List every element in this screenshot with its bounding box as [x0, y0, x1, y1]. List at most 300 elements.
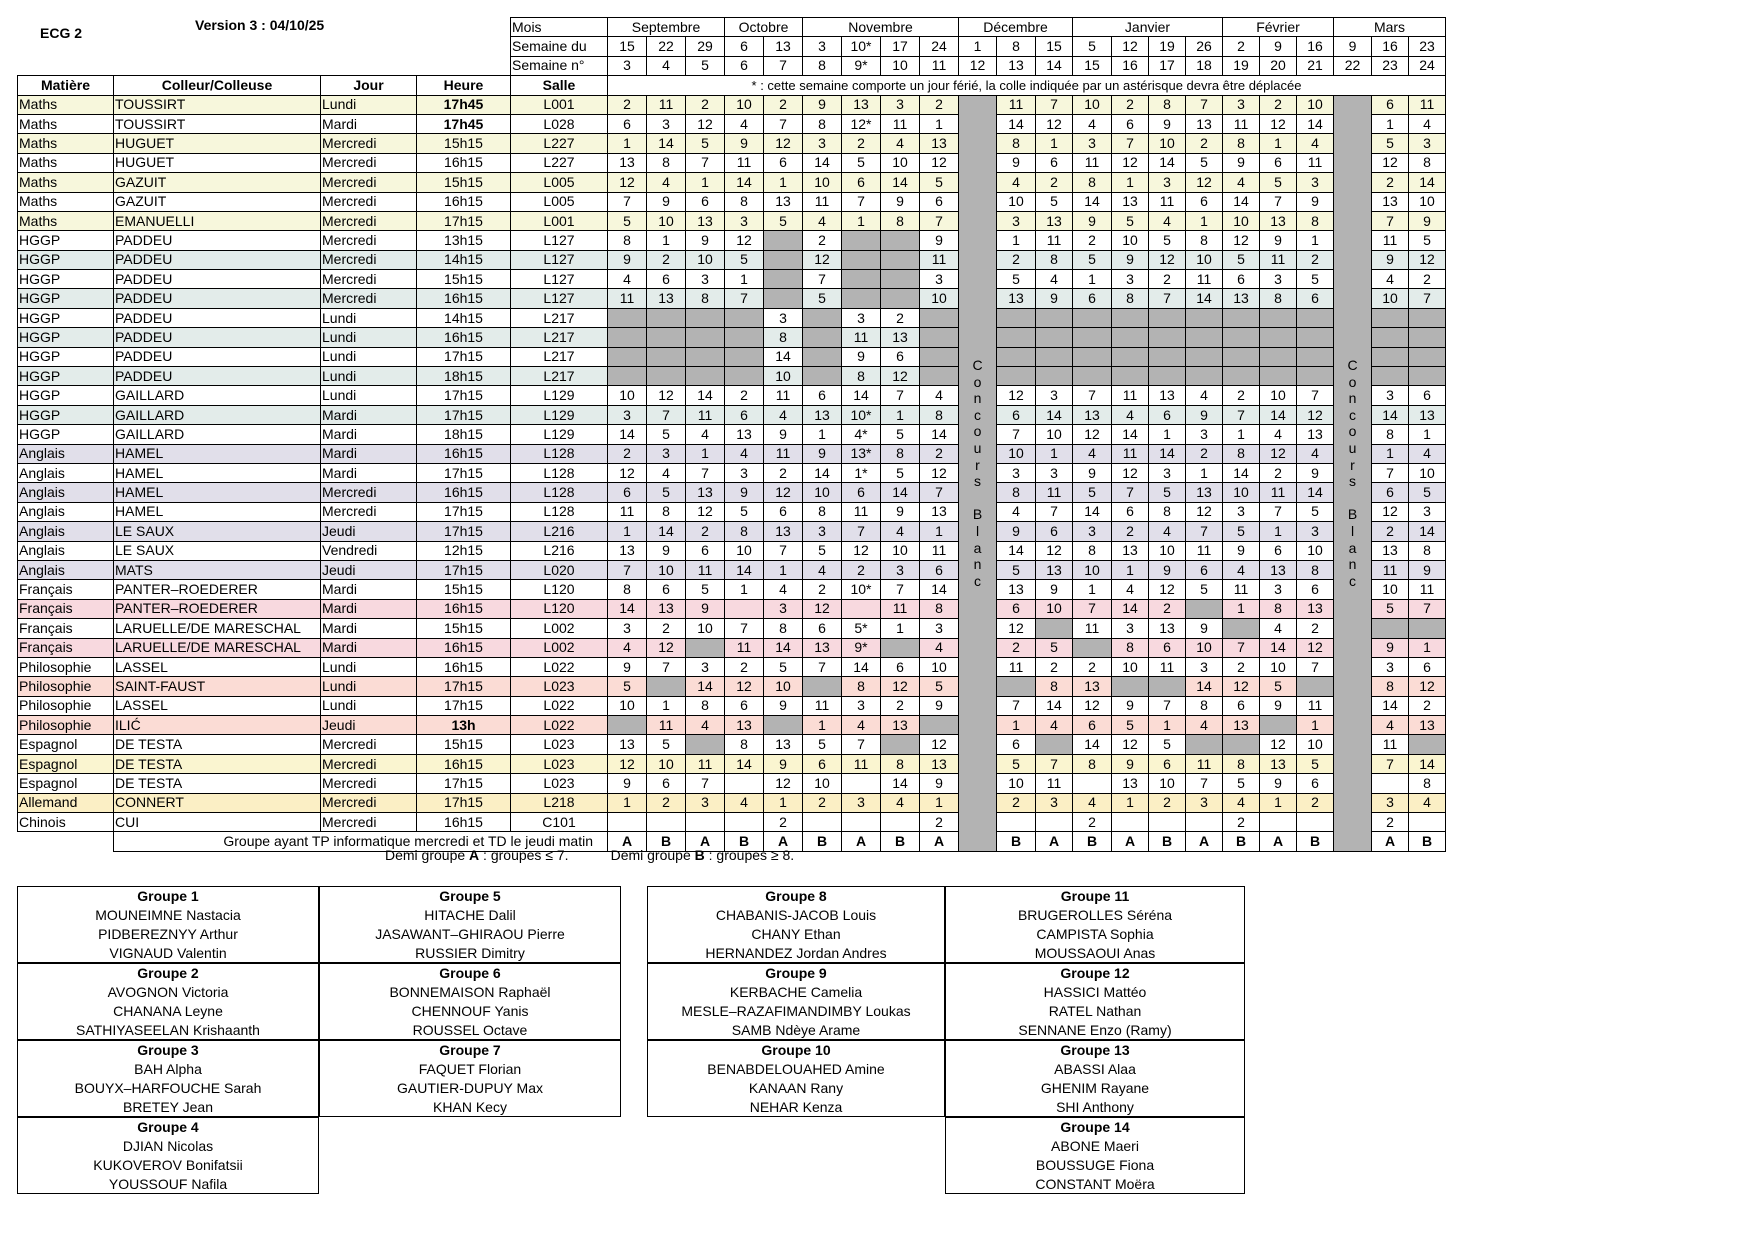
group-cell: 14 — [920, 425, 959, 444]
group-cell: 7 — [842, 522, 881, 541]
concours-blanc-letter: c — [1349, 572, 1356, 589]
group-cell: 1 — [1260, 522, 1297, 541]
group-cell: 9 — [881, 502, 920, 521]
concours-blanc-letter: s — [974, 473, 981, 490]
group-cell: 7 — [997, 696, 1036, 715]
table-row — [18, 502, 1446, 521]
group-cell: 11 — [920, 250, 959, 269]
group-cell: 12 — [686, 114, 725, 133]
group-cell: 3 — [1112, 270, 1149, 289]
group-cell: 10 — [1297, 541, 1334, 560]
salle-cell: L128 — [511, 502, 608, 521]
group-member: MOUNEIMNE Nastacia — [95, 907, 241, 923]
group-cell: 12 — [725, 677, 764, 696]
heure-cell: 15h15 — [417, 735, 511, 754]
colleur-cell: ILIĆ — [114, 716, 321, 735]
group-cell: 1 — [608, 134, 647, 153]
concours-blanc-letter: B — [972, 506, 983, 523]
group-cell: 1 — [1036, 134, 1073, 153]
group-cell: 10 — [1149, 134, 1186, 153]
salle-cell: L127 — [511, 270, 608, 289]
group-cell: 7 — [881, 580, 920, 599]
group-member: FAQUET Florian — [418, 1061, 522, 1077]
group-member: HERNANDEZ Jordan Andres — [705, 945, 887, 961]
group-cell: 11 — [725, 638, 764, 657]
group-cell: 7 — [608, 560, 647, 579]
group-cell: 13 — [842, 95, 881, 114]
group-cell: 10 — [1409, 192, 1446, 211]
unavailable-cell — [1372, 308, 1409, 327]
concours-blanc-letter: n — [973, 390, 982, 407]
group-cell: 11 — [1149, 657, 1186, 676]
group-cell: 3 — [1149, 463, 1186, 482]
group-cell: 14 — [647, 134, 686, 153]
group-cell: 11 — [647, 716, 686, 735]
group-card — [17, 1117, 319, 1194]
colleur-cell: EMANUELLI — [114, 211, 321, 230]
group-cell: 12 — [997, 386, 1036, 405]
group-cell: 3 — [725, 211, 764, 230]
group-cell — [1260, 813, 1297, 832]
concours-blanc-column — [1334, 95, 1372, 851]
group-cell — [608, 813, 647, 832]
week-date: 26 — [1186, 37, 1223, 56]
group-cell: 4 — [1186, 386, 1223, 405]
unavailable-cell — [1036, 308, 1073, 327]
group-cell: 1 — [608, 793, 647, 812]
group-cell: 14 — [920, 580, 959, 599]
group-member: RUSSIER Dimitry — [415, 945, 525, 961]
group-cell: 4 — [647, 173, 686, 192]
group-cell: 8 — [1409, 153, 1446, 172]
group-cell: 7 — [1260, 502, 1297, 521]
group-cell: 8 — [881, 754, 920, 773]
group-cell: 5 — [725, 502, 764, 521]
table-row — [18, 386, 1446, 405]
group-cell: 6 — [803, 619, 842, 638]
group-cell: 8 — [686, 289, 725, 308]
group-cell: 13 — [1260, 754, 1297, 773]
table-row — [18, 134, 1446, 153]
unavailable-cell — [1260, 308, 1297, 327]
group-cell: 8 — [1223, 754, 1260, 773]
group-cell: 14 — [1297, 483, 1334, 502]
group-cell: 13 — [1036, 560, 1073, 579]
group-cell: 9 — [1223, 153, 1260, 172]
group-cell: 1 — [1260, 793, 1297, 812]
jour-cell: Mercredi — [321, 134, 417, 153]
unavailable-cell — [997, 677, 1036, 696]
group-cell: 12 — [1372, 502, 1409, 521]
group-cell: 7 — [725, 619, 764, 638]
group-cell: 6 — [647, 270, 686, 289]
group-member: BONNEMAISON Raphaël — [389, 984, 551, 1000]
group-cell: 13 — [920, 502, 959, 521]
group-cell: 1 — [1073, 580, 1112, 599]
group-cell: 6 — [1112, 114, 1149, 133]
unavailable-cell — [1073, 367, 1112, 386]
group-cell: 13 — [1260, 560, 1297, 579]
col-header-colleur: Colleur/Colleuse — [114, 76, 321, 95]
group-cell: 3 — [1297, 522, 1334, 541]
group-cell: 9 — [764, 696, 803, 715]
group-cell: 10 — [1372, 289, 1409, 308]
unavailable-cell — [1223, 367, 1260, 386]
jour-cell: Mercredi — [321, 289, 417, 308]
group-title: Groupe 1 — [137, 888, 199, 904]
group-cell: 2 — [608, 95, 647, 114]
demi-groupe-cell: B — [1073, 832, 1112, 851]
matiere-cell: HGGP — [18, 386, 114, 405]
group-cell: 6 — [842, 483, 881, 502]
group-cell: 10 — [997, 444, 1036, 463]
group-title: Groupe 6 — [439, 965, 501, 981]
group-cell: 12 — [842, 541, 881, 560]
salle-cell: L120 — [511, 580, 608, 599]
group-cell: 3 — [647, 444, 686, 463]
colleur-cell: LARUELLE/DE MARESCHAL — [114, 638, 321, 657]
week-date: 5 — [1073, 37, 1112, 56]
unavailable-cell — [725, 367, 764, 386]
demi-groupe-cell: B — [725, 832, 764, 851]
group-cell: 1 — [920, 793, 959, 812]
group-cell: 4 — [1409, 793, 1446, 812]
group-cell: 8 — [1073, 754, 1112, 773]
heure-cell: 17h15 — [417, 386, 511, 405]
unavailable-cell — [1149, 328, 1186, 347]
group-cell: 10 — [608, 696, 647, 715]
unavailable-cell — [803, 367, 842, 386]
heure-cell: 12h15 — [417, 541, 511, 560]
group-cell: 14 — [803, 153, 842, 172]
group-cell: 4 — [1409, 114, 1446, 133]
group-cell: 2 — [1297, 619, 1334, 638]
group-cell: 5* — [842, 619, 881, 638]
unavailable-cell — [1372, 619, 1409, 638]
group-cell: 3 — [920, 270, 959, 289]
group-cell — [881, 813, 920, 832]
concours-blanc-letter: l — [1350, 522, 1355, 539]
colleur-cell: CONNERT — [114, 793, 321, 812]
group-member: BRUGEROLLES Séréna — [1017, 907, 1173, 923]
concours-blanc-letter: r — [1350, 456, 1355, 473]
group-cell: 11 — [1149, 192, 1186, 211]
group-cell: 9 — [1149, 114, 1186, 133]
heure-cell: 16h15 — [417, 599, 511, 618]
group-cell: 2 — [1073, 231, 1112, 250]
group-cell: 11 — [803, 192, 842, 211]
group-cell: 7 — [686, 463, 725, 482]
demi-b-letter: B — [694, 847, 705, 863]
group-cell: 13 — [1372, 192, 1409, 211]
matiere-cell: HGGP — [18, 231, 114, 250]
salle-cell: L227 — [511, 134, 608, 153]
group-cell: 3 — [1036, 386, 1073, 405]
salle-cell: L127 — [511, 250, 608, 269]
group-cell: 11 — [1223, 114, 1260, 133]
group-cell: 13 — [1186, 483, 1223, 502]
group-cell: 13 — [1149, 619, 1186, 638]
group-cell: 10 — [764, 367, 803, 386]
group-cell: 14 — [881, 483, 920, 502]
colleur-cell: HAMEL — [114, 502, 321, 521]
group-cell: 5 — [1372, 134, 1409, 153]
group-cell: 2 — [764, 463, 803, 482]
unavailable-cell — [1260, 347, 1297, 366]
semaine-du-label: Semaine du — [511, 37, 608, 56]
group-cell: 7 — [1036, 95, 1073, 114]
week-date: 9 — [1260, 37, 1297, 56]
jour-cell: Mercredi — [321, 173, 417, 192]
group-cell: 7 — [1297, 386, 1334, 405]
colleur-cell: MATS — [114, 560, 321, 579]
group-member: SAMB Ndèye Arame — [731, 1022, 861, 1038]
matiere-cell: Espagnol — [18, 735, 114, 754]
unavailable-cell — [1260, 716, 1297, 735]
jour-cell: Mardi — [321, 638, 417, 657]
group-cell: 4 — [1073, 444, 1112, 463]
unavailable-cell — [1409, 308, 1446, 327]
group-title: Groupe 11 — [1060, 888, 1130, 904]
colleur-cell: HAMEL — [114, 483, 321, 502]
unavailable-cell — [1036, 619, 1073, 638]
group-cell: 7 — [920, 483, 959, 502]
group-cell: 13 — [1223, 716, 1260, 735]
unavailable-cell — [1372, 347, 1409, 366]
unavailable-cell — [1297, 328, 1334, 347]
group-member: JASAWANT–GHIRAOU Pierre — [375, 926, 565, 942]
group-member: SENNANE Enzo (Ramy) — [1018, 1022, 1172, 1038]
unavailable-cell — [647, 677, 686, 696]
group-cell: 12 — [1073, 425, 1112, 444]
spacer-cell — [18, 37, 114, 56]
week-number: 16 — [1112, 56, 1149, 75]
group-cell: 12 — [1149, 250, 1186, 269]
group-cell: 11 — [1297, 153, 1334, 172]
group-cell: 8 — [608, 231, 647, 250]
group-cell: 7 — [1036, 754, 1073, 773]
group-cell: 12 — [1260, 444, 1297, 463]
group-card — [17, 963, 319, 1040]
group-cell — [1036, 813, 1073, 832]
group-cell: 9 — [1036, 580, 1073, 599]
group-cell: 13 — [764, 522, 803, 541]
group-cell: 6 — [764, 153, 803, 172]
group-cell: 12 — [1260, 114, 1297, 133]
month-header: Février — [1223, 18, 1334, 37]
group-member: GAUTIER-DUPUY Max — [397, 1080, 543, 1096]
group-cell: 6 — [1409, 386, 1446, 405]
group-cell: 8 — [1372, 425, 1409, 444]
heure-cell: 15h15 — [417, 270, 511, 289]
unavailable-cell — [1073, 638, 1112, 657]
week-date: 13 — [764, 37, 803, 56]
group-cell: 4 — [608, 638, 647, 657]
unavailable-cell — [1223, 347, 1260, 366]
group-cell: 4 — [725, 793, 764, 812]
jour-cell: Lundi — [321, 347, 417, 366]
group-cell: 2 — [1186, 134, 1223, 153]
group-cell: 14 — [1073, 735, 1112, 754]
group-cell: 12 — [686, 502, 725, 521]
group-cell: 10 — [647, 211, 686, 230]
group-card — [647, 963, 945, 1040]
group-cell: 10 — [803, 774, 842, 793]
group-cell: 12 — [764, 134, 803, 153]
group-cell: 1 — [647, 231, 686, 250]
group-cell: 7 — [1372, 211, 1409, 230]
unavailable-cell — [764, 231, 803, 250]
group-cell: 14 — [1073, 502, 1112, 521]
group-cell: 3 — [608, 405, 647, 424]
colleur-cell: PADDEU — [114, 250, 321, 269]
group-cell: 9 — [920, 696, 959, 715]
group-cell: 8 — [1297, 560, 1334, 579]
week-date: 16 — [1297, 37, 1334, 56]
week-date: 1 — [959, 37, 997, 56]
group-cell: 8 — [803, 114, 842, 133]
group-cell: 12 — [1186, 173, 1223, 192]
group-cell: 2 — [1372, 813, 1409, 832]
group-cell — [647, 813, 686, 832]
week-date: 29 — [686, 37, 725, 56]
group-cell: 5 — [1036, 192, 1073, 211]
table-row — [18, 657, 1446, 676]
group-cell: 12 — [1149, 580, 1186, 599]
group-cell: 9 — [1297, 463, 1334, 482]
heure-cell: 16h15 — [417, 289, 511, 308]
group-cell: 3 — [1112, 619, 1149, 638]
group-cell: 1 — [647, 696, 686, 715]
group-cell: 3 — [1372, 657, 1409, 676]
group-cell: 8 — [1112, 289, 1149, 308]
footer-label: Groupe ayant TP informatique mercredi et TD le jeudi matin — [114, 832, 608, 851]
matiere-cell: HGGP — [18, 270, 114, 289]
group-cell: 10 — [1260, 657, 1297, 676]
group-cell: 6 — [1409, 657, 1446, 676]
group-cell: 6 — [1223, 270, 1260, 289]
jour-cell: Mercredi — [321, 153, 417, 172]
group-cell: 2 — [608, 444, 647, 463]
group-cell: 8 — [1186, 696, 1223, 715]
group-cell: 4 — [920, 638, 959, 657]
group-cell: 11 — [1260, 483, 1297, 502]
heure-cell: 14h15 — [417, 308, 511, 327]
group-cell: 1 — [686, 173, 725, 192]
group-cell: 13 — [764, 192, 803, 211]
group-cell: 11 — [997, 95, 1036, 114]
jour-cell: Mardi — [321, 619, 417, 638]
jour-cell: Jeudi — [321, 716, 417, 735]
group-cell: 10 — [803, 173, 842, 192]
group-cell: 13 — [1297, 425, 1334, 444]
group-cell: 11 — [764, 386, 803, 405]
group-cell: 9 — [1260, 231, 1297, 250]
group-cell: 13 — [1409, 405, 1446, 424]
group-cell: 11 — [608, 502, 647, 521]
group-card — [945, 1040, 1245, 1117]
group-cell: 8 — [881, 444, 920, 463]
matiere-cell: HGGP — [18, 289, 114, 308]
group-cell: 10 — [725, 541, 764, 560]
group-cell: 2 — [1149, 793, 1186, 812]
group-cell: 8 — [725, 522, 764, 541]
matiere-cell: HGGP — [18, 405, 114, 424]
group-cell: 6 — [881, 347, 920, 366]
salle-cell: L218 — [511, 793, 608, 812]
spacer-cell — [321, 56, 417, 75]
month-header: Mars — [1334, 18, 1446, 37]
group-cell: 8 — [1112, 638, 1149, 657]
group-cell: 11 — [686, 754, 725, 773]
group-cell: 12 — [881, 677, 920, 696]
week-number: 4 — [647, 56, 686, 75]
group-cell: 14 — [686, 677, 725, 696]
group-cell: 4 — [1073, 793, 1112, 812]
matiere-cell: Allemand — [18, 793, 114, 812]
group-cell: 13 — [1372, 541, 1409, 560]
group-member: DJIAN Nicolas — [122, 1138, 214, 1154]
group-cell: 2 — [1409, 270, 1446, 289]
jour-cell: Lundi — [321, 657, 417, 676]
group-cell: 9* — [842, 638, 881, 657]
table-row — [18, 328, 1446, 347]
group-cell: 12 — [997, 619, 1036, 638]
group-cell: 10 — [1112, 657, 1149, 676]
spacer-cell — [18, 832, 114, 851]
group-cell: 6 — [1297, 289, 1334, 308]
group-cell: 7 — [1409, 599, 1446, 618]
group-cell: 10 — [1186, 250, 1223, 269]
group-cell: 8 — [1297, 211, 1334, 230]
group-cell: 5 — [1297, 754, 1334, 773]
colleur-cell: PADDEU — [114, 347, 321, 366]
colleur-cell: SAINT-FAUST — [114, 677, 321, 696]
unavailable-cell — [881, 289, 920, 308]
group-cell: 4 — [725, 114, 764, 133]
matiere-cell: Français — [18, 619, 114, 638]
group-cell: 5 — [1297, 270, 1334, 289]
group-cell — [1112, 813, 1149, 832]
group-cell: 14 — [764, 347, 803, 366]
colleur-cell: LASSEL — [114, 696, 321, 715]
group-cell: 9 — [725, 134, 764, 153]
salle-cell: L216 — [511, 522, 608, 541]
group-cell: 1 — [997, 716, 1036, 735]
group-cell: 5 — [1372, 599, 1409, 618]
salle-cell: L023 — [511, 754, 608, 773]
table-row — [18, 444, 1446, 463]
demi-groupe-cell: A — [1260, 832, 1297, 851]
group-cell: 13 — [1409, 716, 1446, 735]
group-cell: 5 — [842, 153, 881, 172]
salle-cell: L005 — [511, 173, 608, 192]
group-cell: 14 — [1223, 192, 1260, 211]
group-cell: 3 — [1260, 270, 1297, 289]
unavailable-cell — [1036, 328, 1073, 347]
group-cell — [1372, 774, 1409, 793]
jour-cell: Mercredi — [321, 793, 417, 812]
group-cell: 13 — [608, 541, 647, 560]
group-cell: 12 — [725, 231, 764, 250]
group-cell: 7 — [1186, 95, 1223, 114]
group-cell: 7 — [920, 211, 959, 230]
group-cell: 1 — [725, 580, 764, 599]
group-cell: 5 — [1036, 638, 1073, 657]
matiere-cell: Philosophie — [18, 657, 114, 676]
group-cell: 14 — [1409, 173, 1446, 192]
table-row — [18, 541, 1446, 560]
